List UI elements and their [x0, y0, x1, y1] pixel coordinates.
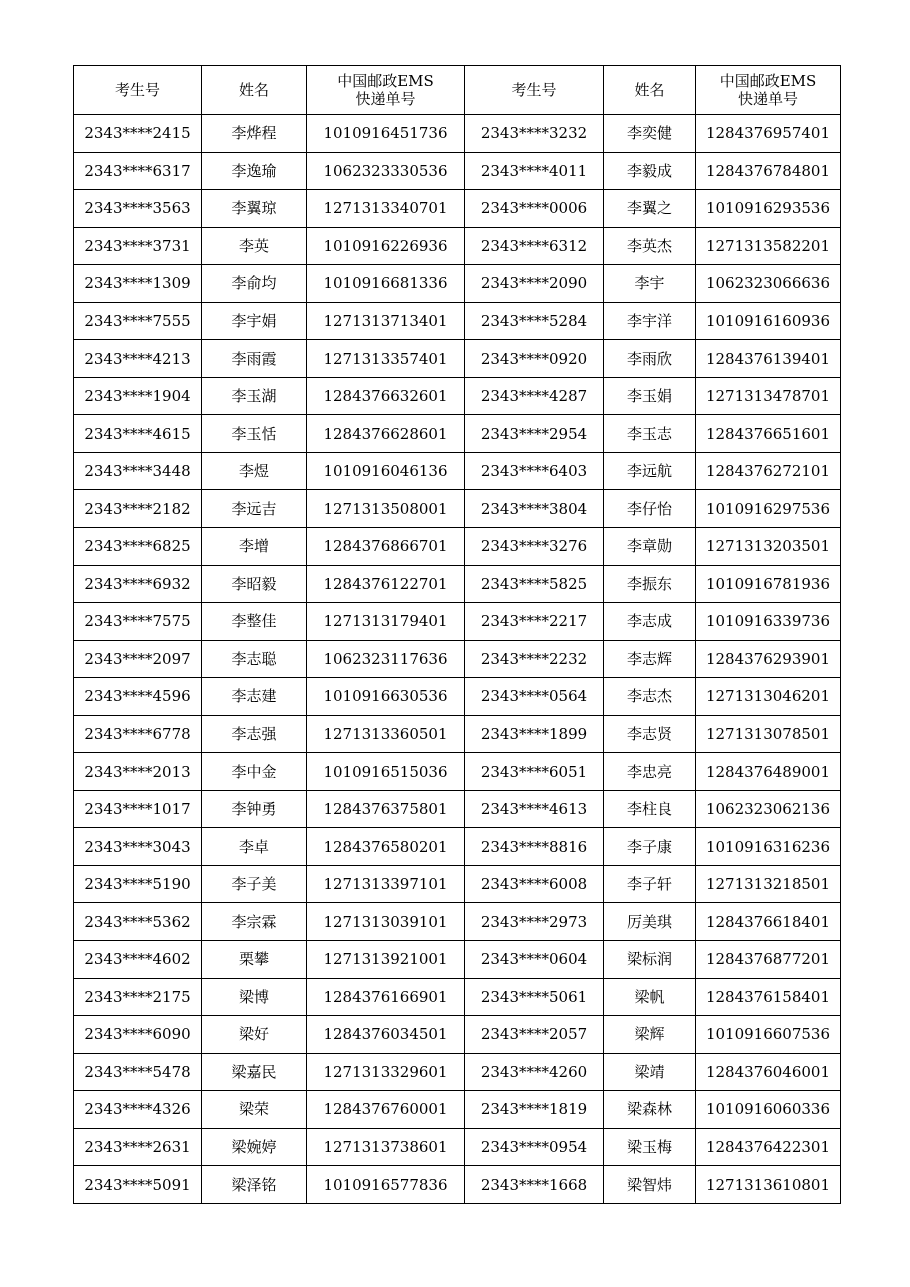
cell-name: 李中金 [202, 753, 307, 791]
cell-name-2: 李毅成 [604, 152, 696, 190]
cell-name: 梁泽铭 [202, 1166, 307, 1204]
cell-candidate-id-2: 2343****5061 [465, 978, 604, 1016]
cell-candidate-id: 2343****4326 [74, 1091, 202, 1129]
table-row [74, 115, 841, 153]
cell-candidate-id: 2343****5478 [74, 1053, 202, 1091]
cell-name-2: 李玉娟 [604, 377, 696, 415]
cell-candidate-id-2: 2343****2090 [465, 265, 604, 303]
cell-ems-number-2: 1284376139401 [696, 340, 841, 378]
cell-ems-number: 1271313508001 [307, 490, 465, 528]
cell-ems-number-2: 1271313478701 [696, 377, 841, 415]
cell-candidate-id: 2343****4602 [74, 941, 202, 979]
cell-ems-number-2: 1010916339736 [696, 603, 841, 641]
table-row [74, 565, 841, 603]
cell-ems-number: 1271313340701 [307, 190, 465, 228]
cell-ems-number-2: 1271313203501 [696, 528, 841, 566]
table-row [74, 1016, 841, 1054]
cell-ems-number: 1010916577836 [307, 1166, 465, 1204]
cell-ems-number: 1010916630536 [307, 678, 465, 716]
cell-name: 李煜 [202, 452, 307, 490]
cell-candidate-id-2: 2343****1819 [465, 1091, 604, 1129]
cell-name: 李雨霞 [202, 340, 307, 378]
table-row [74, 1128, 841, 1166]
cell-candidate-id: 2343****3043 [74, 828, 202, 866]
cell-candidate-id-2: 2343****4260 [465, 1053, 604, 1091]
cell-name: 李玉湖 [202, 377, 307, 415]
table-row [74, 640, 841, 678]
cell-candidate-id: 2343****2175 [74, 978, 202, 1016]
cell-candidate-id-2: 2343****3804 [465, 490, 604, 528]
cell-ems-number-2: 1284376618401 [696, 903, 841, 941]
cell-name-2: 李志贤 [604, 715, 696, 753]
cell-candidate-id: 2343****4596 [74, 678, 202, 716]
cell-name-2: 李子康 [604, 828, 696, 866]
cell-ems-number: 1062323117636 [307, 640, 465, 678]
ems-tracking-table [73, 65, 841, 1204]
cell-name-2: 李忠亮 [604, 753, 696, 791]
cell-candidate-id: 2343****4213 [74, 340, 202, 378]
table-row [74, 715, 841, 753]
cell-name-2: 李章勋 [604, 528, 696, 566]
cell-candidate-id-2: 2343****6312 [465, 227, 604, 265]
cell-name: 李昭毅 [202, 565, 307, 603]
cell-name: 梁嘉民 [202, 1053, 307, 1091]
cell-ems-number: 1284376760001 [307, 1091, 465, 1129]
cell-candidate-id: 2343****6825 [74, 528, 202, 566]
cell-name: 李子美 [202, 865, 307, 903]
table-row [74, 340, 841, 378]
cell-ems-number-2: 1010916160936 [696, 302, 841, 340]
cell-name: 李宇娟 [202, 302, 307, 340]
cell-candidate-id-2: 2343****0920 [465, 340, 604, 378]
cell-ems-number-2: 1271313218501 [696, 865, 841, 903]
cell-candidate-id-2: 2343****0954 [465, 1128, 604, 1166]
cell-ems-number: 1284376122701 [307, 565, 465, 603]
cell-candidate-id-2: 2343****0006 [465, 190, 604, 228]
cell-name: 梁博 [202, 978, 307, 1016]
cell-candidate-id: 2343****2182 [74, 490, 202, 528]
cell-ems-number-2: 1284376422301 [696, 1128, 841, 1166]
cell-candidate-id: 2343****2013 [74, 753, 202, 791]
cell-name: 李宗霖 [202, 903, 307, 941]
cell-ems-number: 1271313329601 [307, 1053, 465, 1091]
header-ems-number [307, 66, 465, 115]
cell-ems-number: 1284376034501 [307, 1016, 465, 1054]
cell-name-2: 李柱良 [604, 790, 696, 828]
cell-name-2: 李志杰 [604, 678, 696, 716]
cell-name: 李志强 [202, 715, 307, 753]
cell-ems-number: 1010916681336 [307, 265, 465, 303]
cell-name-2: 厉美琪 [604, 903, 696, 941]
cell-candidate-id-2: 2343****8816 [465, 828, 604, 866]
cell-candidate-id: 2343****7575 [74, 603, 202, 641]
cell-ems-number: 1271313397101 [307, 865, 465, 903]
cell-candidate-id-2: 2343****4287 [465, 377, 604, 415]
cell-candidate-id: 2343****2097 [74, 640, 202, 678]
cell-candidate-id: 2343****4615 [74, 415, 202, 453]
table-row [74, 1166, 841, 1204]
cell-name: 李逸瑜 [202, 152, 307, 190]
cell-candidate-id-2: 2343****1668 [465, 1166, 604, 1204]
table-row [74, 790, 841, 828]
table-row [74, 227, 841, 265]
cell-name-2: 梁标润 [604, 941, 696, 979]
cell-ems-number-2: 1010916316236 [696, 828, 841, 866]
cell-name-2: 李仔怡 [604, 490, 696, 528]
cell-name-2: 梁辉 [604, 1016, 696, 1054]
table-row [74, 678, 841, 716]
cell-candidate-id-2: 2343****0564 [465, 678, 604, 716]
cell-candidate-id-2: 2343****2232 [465, 640, 604, 678]
cell-name-2: 李玉志 [604, 415, 696, 453]
header-ems-line1: 中国邮政EMS [337, 72, 434, 90]
cell-name: 李卓 [202, 828, 307, 866]
cell-ems-number: 1010916046136 [307, 452, 465, 490]
cell-candidate-id-2: 2343****2217 [465, 603, 604, 641]
cell-candidate-id: 2343****3563 [74, 190, 202, 228]
cell-name: 李烨程 [202, 115, 307, 153]
cell-ems-number-2: 1284376489001 [696, 753, 841, 791]
cell-name: 李整佳 [202, 603, 307, 641]
cell-ems-number-2: 1010916781936 [696, 565, 841, 603]
table-row [74, 302, 841, 340]
header-ems-line2-2: 快递单号 [737, 90, 798, 108]
cell-ems-number-2: 1271313610801 [696, 1166, 841, 1204]
table-row [74, 978, 841, 1016]
cell-candidate-id-2: 2343****2057 [465, 1016, 604, 1054]
cell-name-2: 李宇洋 [604, 302, 696, 340]
cell-ems-number: 1284376866701 [307, 528, 465, 566]
cell-candidate-id: 2343****5190 [74, 865, 202, 903]
cell-name: 栗攀 [202, 941, 307, 979]
cell-candidate-id: 2343****3731 [74, 227, 202, 265]
cell-ems-number-2: 1271313046201 [696, 678, 841, 716]
table-row [74, 828, 841, 866]
cell-ems-number: 1284376375801 [307, 790, 465, 828]
header-candidate-id-2: 考生号 [465, 66, 604, 115]
cell-ems-number-2: 1010916293536 [696, 190, 841, 228]
header-name: 姓名 [202, 66, 307, 115]
table-row [74, 865, 841, 903]
header-ems-number-2 [696, 66, 841, 115]
cell-candidate-id-2: 2343****2973 [465, 903, 604, 941]
cell-candidate-id: 2343****1904 [74, 377, 202, 415]
cell-ems-number: 1271313921001 [307, 941, 465, 979]
cell-ems-number-2: 1284376877201 [696, 941, 841, 979]
cell-candidate-id: 2343****5362 [74, 903, 202, 941]
cell-ems-number-2: 1271313582201 [696, 227, 841, 265]
cell-candidate-id-2: 2343****6403 [465, 452, 604, 490]
cell-name: 李志聪 [202, 640, 307, 678]
cell-ems-number: 1271313360501 [307, 715, 465, 753]
cell-ems-number-2: 1062323066636 [696, 265, 841, 303]
cell-name-2: 李雨欣 [604, 340, 696, 378]
cell-ems-number: 1284376632601 [307, 377, 465, 415]
cell-name-2: 李子轩 [604, 865, 696, 903]
table-row [74, 190, 841, 228]
cell-ems-number: 1062323330536 [307, 152, 465, 190]
cell-name-2: 李志辉 [604, 640, 696, 678]
header-name-2: 姓名 [604, 66, 696, 115]
table-header [74, 66, 841, 115]
cell-ems-number-2: 1010916060336 [696, 1091, 841, 1129]
cell-candidate-id-2: 2343****3276 [465, 528, 604, 566]
cell-name: 李钟勇 [202, 790, 307, 828]
cell-name: 梁好 [202, 1016, 307, 1054]
cell-name: 李增 [202, 528, 307, 566]
cell-ems-number: 1284376628601 [307, 415, 465, 453]
cell-ems-number-2: 1284376046001 [696, 1053, 841, 1091]
cell-ems-number: 1284376580201 [307, 828, 465, 866]
cell-candidate-id: 2343****7555 [74, 302, 202, 340]
table-row [74, 265, 841, 303]
cell-candidate-id-2: 2343****5284 [465, 302, 604, 340]
cell-name: 李玉恬 [202, 415, 307, 453]
cell-name: 李俞均 [202, 265, 307, 303]
table-row [74, 753, 841, 791]
cell-name: 李翼琼 [202, 190, 307, 228]
cell-candidate-id-2: 2343****2954 [465, 415, 604, 453]
cell-candidate-id: 2343****6932 [74, 565, 202, 603]
cell-name-2: 梁智炜 [604, 1166, 696, 1204]
table-row [74, 377, 841, 415]
cell-ems-number: 1010916515036 [307, 753, 465, 791]
cell-ems-number: 1271313357401 [307, 340, 465, 378]
cell-ems-number-2: 1010916607536 [696, 1016, 841, 1054]
cell-candidate-id-2: 2343****4011 [465, 152, 604, 190]
header-candidate-id: 考生号 [74, 66, 202, 115]
cell-ems-number: 1271313713401 [307, 302, 465, 340]
header-row [74, 66, 841, 115]
cell-name-2: 李志成 [604, 603, 696, 641]
cell-ems-number-2: 1271313078501 [696, 715, 841, 753]
cell-name-2: 李英杰 [604, 227, 696, 265]
cell-name-2: 李宇 [604, 265, 696, 303]
cell-candidate-id: 2343****1309 [74, 265, 202, 303]
header-ems-line1-2: 中国邮政EMS [719, 72, 817, 90]
cell-name-2: 李翼之 [604, 190, 696, 228]
cell-candidate-id: 2343****2415 [74, 115, 202, 153]
cell-candidate-id-2: 2343****1899 [465, 715, 604, 753]
cell-name-2: 梁靖 [604, 1053, 696, 1091]
cell-candidate-id: 2343****6778 [74, 715, 202, 753]
table-row [74, 528, 841, 566]
cell-ems-number-2: 1284376293901 [696, 640, 841, 678]
cell-ems-number: 1271313039101 [307, 903, 465, 941]
cell-name-2: 梁玉梅 [604, 1128, 696, 1166]
cell-ems-number-2: 1284376272101 [696, 452, 841, 490]
cell-candidate-id: 2343****2631 [74, 1128, 202, 1166]
table-row [74, 1053, 841, 1091]
header-ems-line2: 快递单号 [355, 90, 416, 108]
cell-ems-number: 1010916451736 [307, 115, 465, 153]
cell-ems-number: 1271313179401 [307, 603, 465, 641]
cell-candidate-id-2: 2343****4613 [465, 790, 604, 828]
cell-name-2: 梁帆 [604, 978, 696, 1016]
cell-candidate-id: 2343****5091 [74, 1166, 202, 1204]
cell-name: 李远吉 [202, 490, 307, 528]
cell-name-2: 梁森林 [604, 1091, 696, 1129]
cell-candidate-id: 2343****1017 [74, 790, 202, 828]
cell-candidate-id-2: 2343****0604 [465, 941, 604, 979]
cell-ems-number: 1010916226936 [307, 227, 465, 265]
table-body [74, 115, 841, 1204]
cell-ems-number-2: 1062323062136 [696, 790, 841, 828]
cell-candidate-id-2: 2343****6051 [465, 753, 604, 791]
cell-candidate-id: 2343****6090 [74, 1016, 202, 1054]
table-row [74, 941, 841, 979]
cell-ems-number-2: 1010916297536 [696, 490, 841, 528]
cell-candidate-id: 2343****3448 [74, 452, 202, 490]
cell-ems-number-2: 1284376784801 [696, 152, 841, 190]
cell-name-2: 李奕健 [604, 115, 696, 153]
table-row [74, 603, 841, 641]
cell-name: 李英 [202, 227, 307, 265]
table-row [74, 903, 841, 941]
cell-name-2: 李振东 [604, 565, 696, 603]
cell-candidate-id-2: 2343****3232 [465, 115, 604, 153]
cell-ems-number-2: 1284376957401 [696, 115, 841, 153]
cell-name-2: 李远航 [604, 452, 696, 490]
cell-name: 李志建 [202, 678, 307, 716]
cell-name: 梁婉婷 [202, 1128, 307, 1166]
table-row [74, 452, 841, 490]
cell-candidate-id: 2343****6317 [74, 152, 202, 190]
cell-ems-number-2: 1284376651601 [696, 415, 841, 453]
cell-candidate-id-2: 2343****5825 [465, 565, 604, 603]
table-row [74, 415, 841, 453]
cell-ems-number-2: 1284376158401 [696, 978, 841, 1016]
cell-ems-number: 1284376166901 [307, 978, 465, 1016]
cell-candidate-id-2: 2343****6008 [465, 865, 604, 903]
table-row [74, 1091, 841, 1129]
table-row [74, 152, 841, 190]
cell-ems-number: 1271313738601 [307, 1128, 465, 1166]
table-row [74, 490, 841, 528]
cell-name: 梁荣 [202, 1091, 307, 1129]
